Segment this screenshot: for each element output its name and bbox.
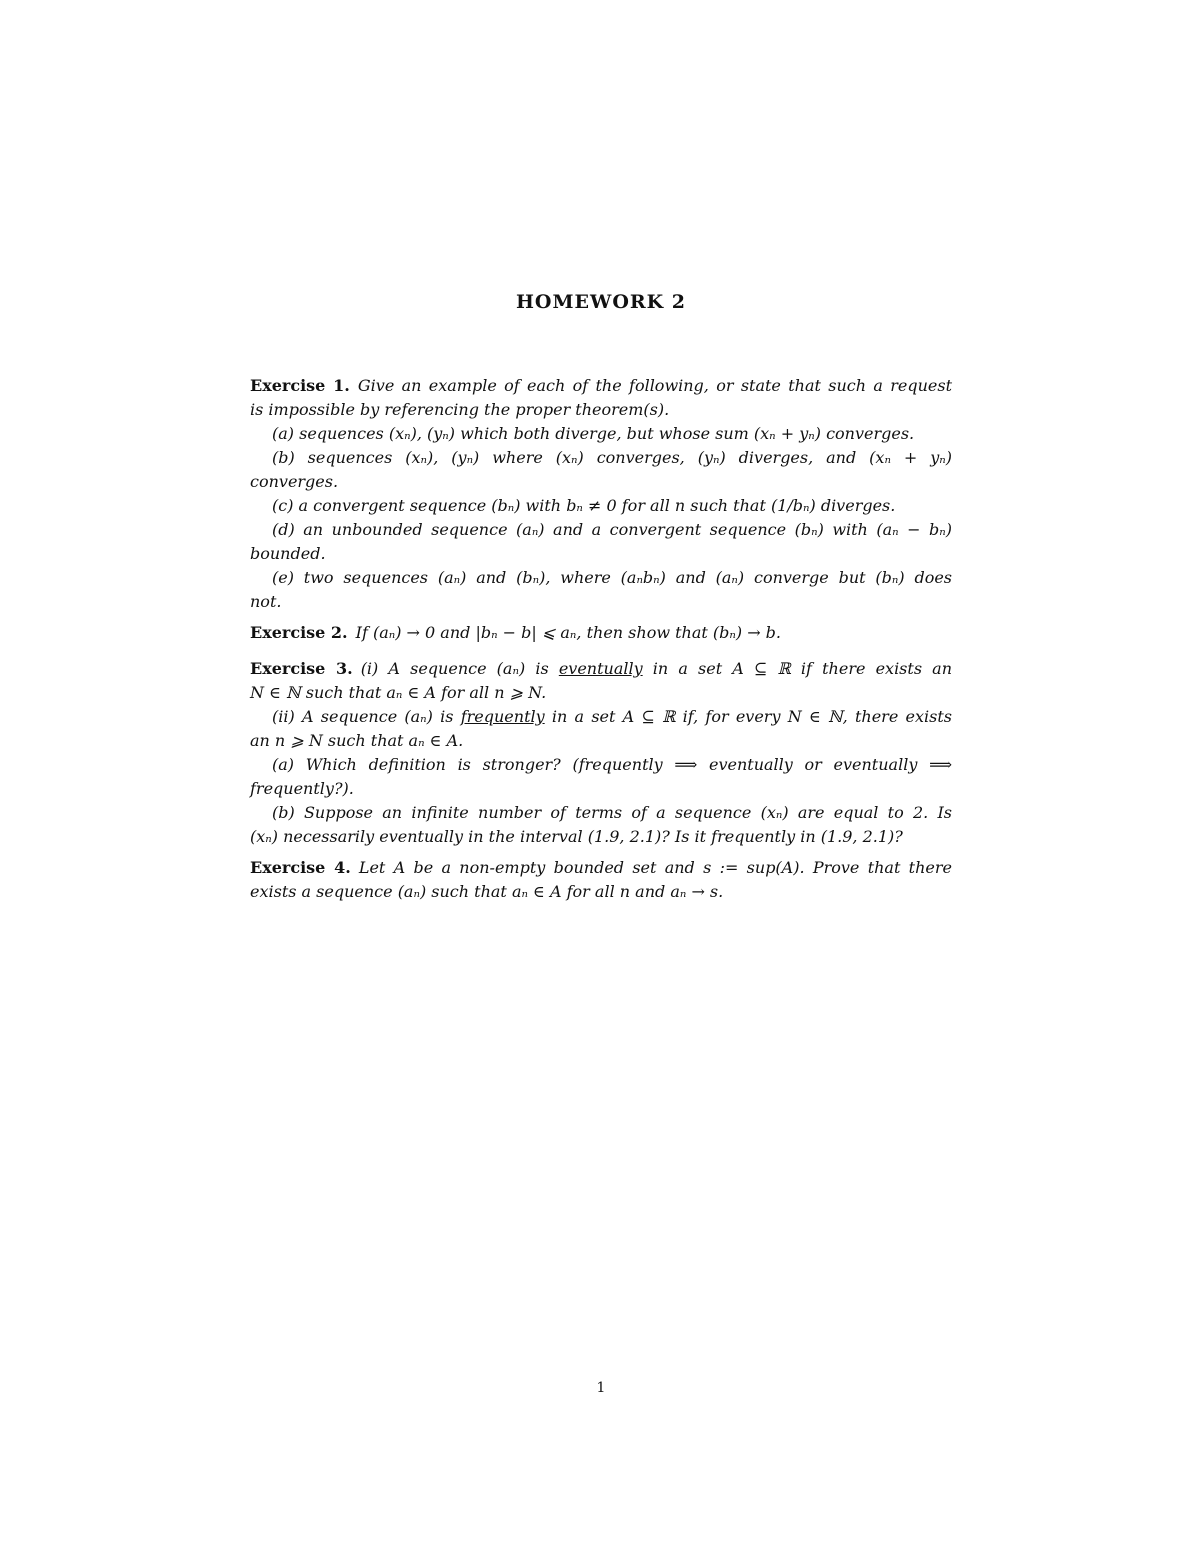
- exercise-1: [250, 374, 952, 614]
- exercise-1-part-e-cont: not.: [250, 592, 282, 611]
- exercise-1-part-d-cont: bounded.: [250, 544, 326, 563]
- exercise-1-line-1: [250, 374, 952, 398]
- page-title: HOMEWORK 2: [515, 291, 687, 313]
- exercise-3: [250, 657, 952, 849]
- exercise-3-line-3: [250, 705, 952, 729]
- exercise-4-line-1: [250, 856, 952, 880]
- exercise-3-line-1: [250, 657, 952, 681]
- exercise-3-part-b-cont: (xₙ) necessarily eventually in the interval (1.9, 2.1)? Is it frequently in (1.9, 2.1)?: [250, 827, 903, 846]
- exercise-3-text-a: (i) A sequence (aₙ) is: [360, 659, 549, 678]
- exercise-3-text-b: in a set A ⊆ ℝ if there exists an: [652, 659, 953, 678]
- exercise-1-text: Give an example of each of the following, or state that such a request: [357, 376, 953, 395]
- exercise-1-part-e: (e) two sequences (aₙ) and (bₙ), where (aₙbₙ) and (aₙ) converge but (bₙ) does: [272, 568, 952, 587]
- exercise-3-part-a: (a) Which definition is stronger? (frequently ⟹ eventually or eventually ⟹: [272, 755, 952, 774]
- exercise-3-text-d: in a set A ⊆ ℝ if, for every N ∈ ℕ, there exists: [551, 707, 952, 726]
- exercise-4-label: Exercise 4.: [250, 858, 351, 877]
- exercise-1-part-a: (a) sequences (xₙ), (yₙ) which both diverge, but whose sum (xₙ + yₙ) converges.: [272, 424, 915, 443]
- exercise-1-part-d: (d) an unbounded sequence (aₙ) and a convergent sequence (bₙ) with (aₙ − bₙ): [272, 520, 952, 539]
- exercise-1-label: Exercise 1.: [250, 376, 350, 395]
- exercise-2: [250, 621, 952, 645]
- exercise-3-label: Exercise 3.: [250, 659, 353, 678]
- term-eventually: eventually: [558, 659, 643, 678]
- exercise-2-text: If (aₙ) → 0 and |bₙ − b| ⩽ aₙ, then show that (bₙ) → b.: [355, 623, 782, 642]
- exercise-1-part-b-cont: converges.: [250, 472, 339, 491]
- exercise-2-label: Exercise 2.: [250, 623, 348, 642]
- exercise-1-part-c: (c) a convergent sequence (bₙ) with bₙ ≠ 0 for all n such that (1/bₙ) diverges.: [272, 496, 896, 515]
- exercise-4: [250, 856, 952, 904]
- exercise-3-line-2: N ∈ ℕ such that aₙ ∈ A for all n ⩾ N.: [250, 683, 547, 702]
- document-page: [250, 0, 952, 1553]
- exercise-4-line-2: exists a sequence (aₙ) such that aₙ ∈ A for all n and aₙ → s.: [250, 882, 724, 901]
- exercise-2-line-1: [250, 621, 952, 645]
- exercise-3-text-c: (ii) A sequence (aₙ) is: [272, 707, 454, 726]
- exercise-1-line-2: is impossible by referencing the proper theorem(s).: [250, 400, 670, 419]
- term-frequently: frequently: [460, 707, 545, 726]
- page-number: 1: [596, 1380, 606, 1396]
- exercise-3-line-4: an n ⩾ N such that aₙ ∈ A.: [250, 731, 464, 750]
- exercise-3-part-a-cont: frequently?).: [250, 779, 354, 798]
- exercise-4-text: Let A be a non-empty bounded set and s := sup(A). Prove that there: [358, 858, 953, 877]
- exercise-1-part-b: (b) sequences (xₙ), (yₙ) where (xₙ) converges, (yₙ) diverges, and (xₙ + yₙ): [272, 448, 952, 467]
- exercise-3-part-b: (b) Suppose an infinite number of terms of a sequence (xₙ) are equal to 2. Is: [272, 803, 952, 822]
